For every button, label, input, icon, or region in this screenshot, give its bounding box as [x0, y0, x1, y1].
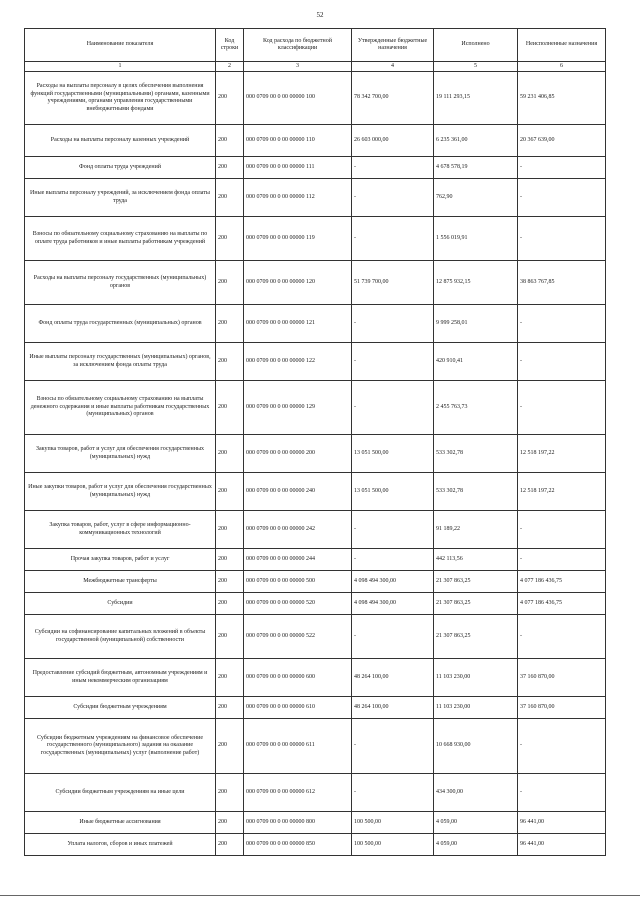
row-executed: 442 113,56 [434, 549, 518, 571]
table-row [25, 659, 606, 697]
row-name: Взносы по обязательному социальному страхованию на выплаты по оплате труда работников и иные выплаты работникам учреждений [25, 217, 216, 261]
row-executed: 21 307 863,25 [434, 571, 518, 593]
table-header-row [25, 29, 606, 62]
row-approved: 13 051 500,00 [352, 435, 434, 473]
table-row [25, 571, 606, 593]
column-number: 5 [434, 62, 518, 72]
row-approved: 4 098 494 300,00 [352, 571, 434, 593]
row-classification: 000 0709 00 0 00 00000 121 [244, 305, 352, 343]
row-executed: 21 307 863,25 [434, 593, 518, 615]
row-code: 200 [216, 179, 244, 217]
row-classification: 000 0709 00 0 00 00000 122 [244, 343, 352, 381]
row-classification: 000 0709 00 0 00 00000 119 [244, 217, 352, 261]
table-row [25, 72, 606, 125]
row-code: 200 [216, 593, 244, 615]
row-classification: 000 0709 00 0 00 00000 110 [244, 125, 352, 157]
row-name: Субсидии на софинансирование капитальных вложений в объекты государственной (муниципальной) собственности [25, 615, 216, 659]
header-indicator-name: Наименование показателя [25, 29, 216, 62]
row-classification: 000 0709 00 0 00 00000 120 [244, 261, 352, 305]
column-number: 3 [244, 62, 352, 72]
row-name: Закупка товаров, работ, услуг в сфере информационно-коммуникационных технологий [25, 511, 216, 549]
row-classification: 000 0709 00 0 00 00000 500 [244, 571, 352, 593]
row-classification: 000 0709 00 0 00 00000 522 [244, 615, 352, 659]
row-executed: 533 302,78 [434, 473, 518, 511]
row-name: Взносы по обязательному социальному страхованию на выплаты денежного содержания и иные выплаты работникам государственных (муниципальных) органов [25, 381, 216, 435]
row-approved: - [352, 774, 434, 812]
row-executed: 4 059,00 [434, 812, 518, 834]
row-name: Иные закупки товаров, работ и услуг для обеспечения государственных (муниципальных) нужд [25, 473, 216, 511]
row-unexecuted: 20 367 639,00 [518, 125, 606, 157]
row-approved: - [352, 343, 434, 381]
row-executed: 762,90 [434, 179, 518, 217]
row-classification: 000 0709 00 0 00 00000 200 [244, 435, 352, 473]
row-executed: 434 300,00 [434, 774, 518, 812]
row-classification: 000 0709 00 0 00 00000 111 [244, 157, 352, 179]
column-number: 4 [352, 62, 434, 72]
row-code: 200 [216, 549, 244, 571]
row-approved: - [352, 719, 434, 774]
row-unexecuted: 12 518 197,22 [518, 435, 606, 473]
row-unexecuted: - [518, 217, 606, 261]
table-row [25, 217, 606, 261]
row-name: Фонд оплаты труда государственных (муниципальных) органов [25, 305, 216, 343]
row-approved: 78 342 700,00 [352, 72, 434, 125]
row-executed: 91 189,22 [434, 511, 518, 549]
row-code: 200 [216, 834, 244, 856]
row-unexecuted: - [518, 511, 606, 549]
row-approved: 100 500,00 [352, 834, 434, 856]
row-executed: 533 302,78 [434, 435, 518, 473]
row-name: Прочая закупка товаров, работ и услуг [25, 549, 216, 571]
row-executed: 21 307 863,25 [434, 615, 518, 659]
row-unexecuted: 4 077 186 436,75 [518, 593, 606, 615]
table-row [25, 381, 606, 435]
table-row [25, 157, 606, 179]
row-name: Субсидии бюджетным учреждениям на иные цели [25, 774, 216, 812]
row-code: 200 [216, 812, 244, 834]
row-name: Расходы на выплаты персоналу в целях обеспечения выполнения функций государственными (муниципальными) органами, казенными учреждениями, органами управления государственными внебюджетными фондами [25, 72, 216, 125]
row-approved: 48 264 100,00 [352, 659, 434, 697]
row-classification: 000 0709 00 0 00 00000 100 [244, 72, 352, 125]
row-code: 200 [216, 659, 244, 697]
table-row [25, 834, 606, 856]
row-code: 200 [216, 511, 244, 549]
row-executed: 10 668 930,00 [434, 719, 518, 774]
row-approved: - [352, 381, 434, 435]
row-unexecuted: - [518, 774, 606, 812]
table-row [25, 812, 606, 834]
column-number: 6 [518, 62, 606, 72]
table-row [25, 549, 606, 571]
row-executed: 6 235 361,00 [434, 125, 518, 157]
row-approved: 13 051 500,00 [352, 473, 434, 511]
row-name: Субсидии [25, 593, 216, 615]
table-row [25, 473, 606, 511]
row-unexecuted: 4 077 186 436,75 [518, 571, 606, 593]
row-name: Закупка товаров, работ и услуг для обеспечения государственных (муниципальных) нужд [25, 435, 216, 473]
row-classification: 000 0709 00 0 00 00000 520 [244, 593, 352, 615]
row-code: 200 [216, 261, 244, 305]
row-name: Иные выплаты персоналу государственных (муниципальных) органов, за исключением фонда оплаты труда [25, 343, 216, 381]
table-row [25, 125, 606, 157]
table-row [25, 261, 606, 305]
row-code: 200 [216, 719, 244, 774]
row-unexecuted: 37 160 870,00 [518, 697, 606, 719]
page-number: 52 [316, 11, 324, 19]
table-row [25, 615, 606, 659]
row-code: 200 [216, 157, 244, 179]
row-code: 200 [216, 571, 244, 593]
row-code: 200 [216, 217, 244, 261]
row-code: 200 [216, 615, 244, 659]
row-executed: 420 910,41 [434, 343, 518, 381]
row-name: Субсидии бюджетным учреждениям [25, 697, 216, 719]
row-classification: 000 0709 00 0 00 00000 610 [244, 697, 352, 719]
row-executed: 19 111 293,15 [434, 72, 518, 125]
row-classification: 000 0709 00 0 00 00000 240 [244, 473, 352, 511]
row-approved: - [352, 305, 434, 343]
row-approved: - [352, 217, 434, 261]
table-row [25, 179, 606, 217]
header-classification-code: Код расхода по бюджетной классификации [244, 29, 352, 62]
row-executed: 9 999 258,01 [434, 305, 518, 343]
table-row [25, 774, 606, 812]
table-row [25, 697, 606, 719]
budget-execution-table [24, 28, 606, 856]
table-row [25, 511, 606, 549]
row-name: Расходы на выплаты персоналу казенных учреждений [25, 125, 216, 157]
row-name: Расходы на выплаты персоналу государственных (муниципальных) органов [25, 261, 216, 305]
row-executed: 12 875 932,15 [434, 261, 518, 305]
row-code: 200 [216, 125, 244, 157]
row-approved: 51 739 700,00 [352, 261, 434, 305]
row-code: 200 [216, 473, 244, 511]
table-row [25, 593, 606, 615]
row-classification: 000 0709 00 0 00 00000 850 [244, 834, 352, 856]
column-number-row [25, 62, 606, 72]
row-name: Межбюджетные трансферты [25, 571, 216, 593]
row-code: 200 [216, 72, 244, 125]
row-classification: 000 0709 00 0 00 00000 800 [244, 812, 352, 834]
row-executed: 4 678 578,19 [434, 157, 518, 179]
row-approved: - [352, 549, 434, 571]
column-number: 1 [25, 62, 216, 72]
header-line-code: Код строки [216, 29, 244, 62]
row-unexecuted: - [518, 179, 606, 217]
row-approved: 26 603 000,00 [352, 125, 434, 157]
row-executed: 11 103 230,00 [434, 697, 518, 719]
row-code: 200 [216, 381, 244, 435]
row-executed: 1 556 019,91 [434, 217, 518, 261]
row-executed: 2 455 763,73 [434, 381, 518, 435]
column-number: 2 [216, 62, 244, 72]
row-unexecuted: - [518, 343, 606, 381]
row-classification: 000 0709 00 0 00 00000 600 [244, 659, 352, 697]
row-approved: - [352, 615, 434, 659]
row-approved: 48 264 100,00 [352, 697, 434, 719]
row-classification: 000 0709 00 0 00 00000 612 [244, 774, 352, 812]
row-unexecuted: 12 518 197,22 [518, 473, 606, 511]
row-name: Иные выплаты персоналу учреждений, за исключением фонда оплаты труда [25, 179, 216, 217]
row-approved: 100 500,00 [352, 812, 434, 834]
row-name: Субсидии бюджетным учреждениям на финансовое обеспечение государственного (муниципального) задания на оказание государственных (муниципальных) услуг (выполнение работ) [25, 719, 216, 774]
row-unexecuted: 96 441,00 [518, 834, 606, 856]
row-code: 200 [216, 343, 244, 381]
row-approved: 4 098 494 300,00 [352, 593, 434, 615]
row-unexecuted: 59 231 406,85 [518, 72, 606, 125]
row-unexecuted: - [518, 719, 606, 774]
row-classification: 000 0709 00 0 00 00000 129 [244, 381, 352, 435]
row-name: Фонд оплаты труда учреждений [25, 157, 216, 179]
row-unexecuted: - [518, 615, 606, 659]
row-name: Предоставление субсидий бюджетным, автономным учреждениям и иным некоммерческим организациям [25, 659, 216, 697]
row-classification: 000 0709 00 0 00 00000 112 [244, 179, 352, 217]
row-approved: - [352, 511, 434, 549]
row-unexecuted: - [518, 381, 606, 435]
row-approved: - [352, 157, 434, 179]
row-unexecuted: 96 441,00 [518, 812, 606, 834]
row-approved: - [352, 179, 434, 217]
row-unexecuted: 37 160 870,00 [518, 659, 606, 697]
row-unexecuted: 38 863 767,85 [518, 261, 606, 305]
table-row [25, 343, 606, 381]
table-row [25, 719, 606, 774]
row-classification: 000 0709 00 0 00 00000 242 [244, 511, 352, 549]
page-bottom-rule [0, 895, 640, 896]
row-classification: 000 0709 00 0 00 00000 244 [244, 549, 352, 571]
row-executed: 4 059,00 [434, 834, 518, 856]
header-unexecuted: Неисполненные назначения [518, 29, 606, 62]
row-name: Иные бюджетные ассигнования [25, 812, 216, 834]
row-code: 200 [216, 697, 244, 719]
header-approved: Утвержденные бюджетные назначения [352, 29, 434, 62]
header-executed: Исполнено [434, 29, 518, 62]
row-name: Уплата налогов, сборов и иных платежей [25, 834, 216, 856]
row-unexecuted: - [518, 157, 606, 179]
table-row [25, 305, 606, 343]
row-executed: 11 103 230,00 [434, 659, 518, 697]
row-code: 200 [216, 774, 244, 812]
table-row [25, 435, 606, 473]
row-code: 200 [216, 435, 244, 473]
row-code: 200 [216, 305, 244, 343]
row-unexecuted: - [518, 305, 606, 343]
row-unexecuted: - [518, 549, 606, 571]
row-classification: 000 0709 00 0 00 00000 611 [244, 719, 352, 774]
